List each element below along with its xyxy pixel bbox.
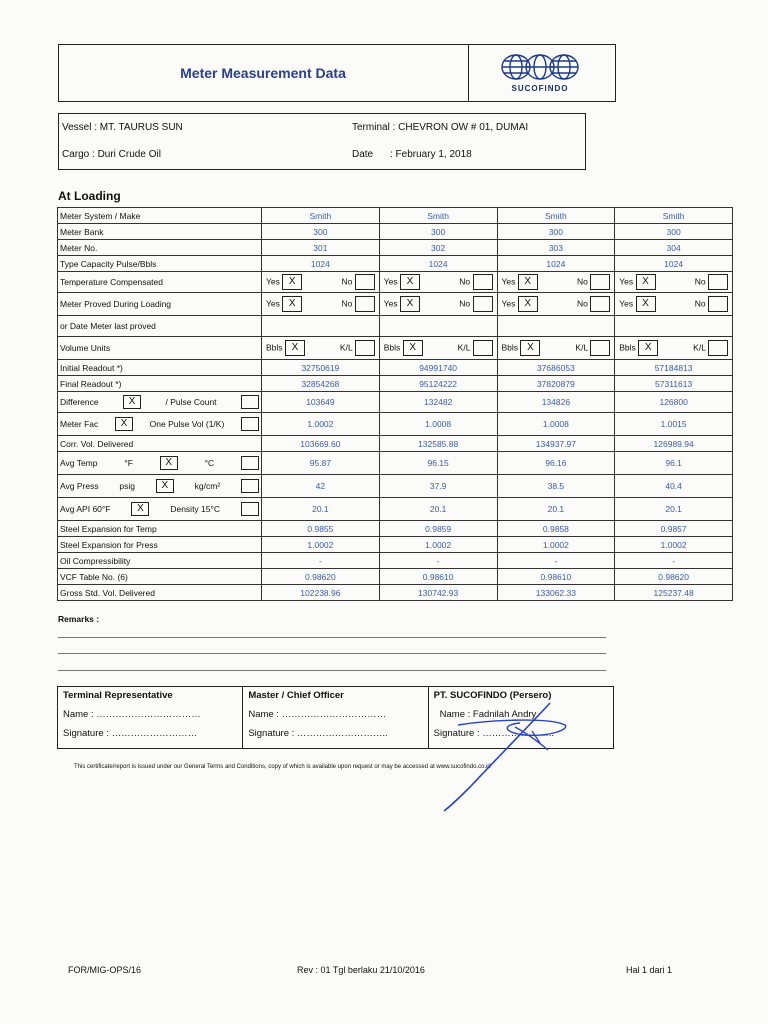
avg-press-value: 40.4	[615, 475, 733, 498]
header-divider	[468, 44, 469, 102]
footer-rev: Rev : 01 Tgl berlaku 21/10/2016	[297, 965, 425, 975]
date-last-proved-label-text: or Date Meter last proved	[60, 321, 156, 331]
avg-temp-value: 96.16	[497, 452, 615, 475]
volume-units-cell	[615, 337, 733, 360]
terminal-rep-heading: Terminal Representative	[63, 690, 173, 701]
table-row	[58, 413, 733, 436]
option-a-label: Yes	[501, 276, 516, 287]
option-a-checkbox[interactable]: X	[520, 340, 540, 356]
avg-temp-label	[58, 452, 262, 475]
table-row	[58, 392, 733, 413]
table-row	[58, 553, 733, 569]
corr-vol-value: 132585.88	[379, 436, 497, 452]
pulse-count-text: / Pulse Count	[165, 397, 217, 407]
option-b-label: No	[341, 276, 353, 287]
section-title: At Loading	[58, 189, 121, 203]
option-b-label: No	[577, 298, 588, 309]
option-b-checkbox[interactable]	[355, 296, 375, 312]
meter-no-label	[58, 240, 262, 256]
option-a-checkbox[interactable]: X	[400, 274, 420, 290]
table-row	[58, 224, 733, 240]
steel-press-label	[58, 537, 262, 553]
avg-temp-value: 96.15	[379, 452, 497, 475]
option-a-checkbox[interactable]: X	[518, 274, 538, 290]
type-capacity-label-text: Type Capacity Pulse/Bbls	[60, 258, 157, 269]
option-b-checkbox[interactable]	[473, 296, 493, 312]
avg-api-value: 20.1	[262, 498, 380, 521]
option-b-label: No	[694, 276, 706, 287]
table-row	[58, 337, 733, 360]
avg-api-value: 20.1	[379, 498, 497, 521]
option-a-checkbox[interactable]: X	[636, 274, 656, 290]
date-last-proved-value	[497, 316, 615, 337]
option-b-checkbox[interactable]	[473, 274, 493, 290]
meter-no-label-text: Meter No.	[60, 242, 98, 253]
meter-system-value: Smith	[379, 208, 497, 224]
option-a-checkbox[interactable]: X	[400, 296, 420, 312]
vcf-value: 0.98620	[615, 569, 733, 585]
vcf-label-text: VCF Table No. (6)	[60, 571, 128, 582]
type-capacity-value: 1024	[615, 256, 733, 272]
option-b-checkbox[interactable]	[473, 340, 493, 356]
steel-temp-value: 0.9857	[615, 521, 733, 537]
avg-temp-label-row	[60, 456, 259, 470]
steel-press-value: 1.0002	[497, 537, 615, 553]
meter-factor-value: 1.0015	[615, 413, 733, 436]
volume-units-label	[58, 337, 262, 360]
volume-units-label-text: Volume Units	[60, 343, 111, 353]
option-b-checkbox[interactable]	[590, 340, 610, 356]
final-readout-value: 32854268	[262, 376, 380, 392]
density-text: Density 15°C	[170, 504, 221, 514]
vcf-value: 0.98610	[497, 569, 615, 585]
meter-proved-cell	[497, 293, 615, 316]
option-b-label: No	[577, 276, 588, 287]
meter-bank-value: 300	[379, 224, 497, 240]
volume-units-cell	[262, 337, 380, 360]
gsv-label	[58, 585, 262, 601]
option-a-label: Yes	[266, 298, 280, 309]
difference-label	[58, 392, 262, 413]
sucofindo-name: Name : Fadnilah Andry	[439, 709, 537, 720]
date-last-proved-label	[58, 316, 262, 337]
meter-system-label-text: Meter System / Make	[60, 210, 141, 221]
table-row	[58, 585, 733, 601]
temp-compensated-label	[58, 272, 262, 293]
avg-press-value: 37.9	[379, 475, 497, 498]
option-b-label: K/L	[457, 342, 471, 353]
temp-compensated-options	[500, 274, 613, 290]
temp-compensated-options	[382, 274, 495, 290]
table-row	[58, 272, 733, 293]
oil-comp-value: -	[262, 553, 380, 569]
psig-text: psig	[119, 481, 136, 491]
meter-bank-label-text: Meter Bank	[60, 226, 104, 237]
initial-readout-label-text: Initial Readout *)	[60, 362, 123, 373]
volume-units-cell	[497, 337, 615, 360]
option-a-label: Yes	[619, 276, 634, 287]
final-readout-value: 57311613	[615, 376, 733, 392]
gsv-value: 130742.93	[379, 585, 497, 601]
master-cell	[243, 687, 428, 749]
avg-temp-value: 95.87	[262, 452, 380, 475]
table-row	[58, 293, 733, 316]
table-row	[58, 256, 733, 272]
final-readout-value: 95124222	[379, 376, 497, 392]
oil-comp-value: -	[497, 553, 615, 569]
table-row	[58, 521, 733, 537]
meter-system-label	[58, 208, 262, 224]
avg-press-label	[58, 475, 262, 498]
date-value: : February 1, 2018	[390, 149, 472, 160]
avg-press-value: 42	[262, 475, 380, 498]
logo-text: SUCOFINDO	[511, 84, 569, 93]
table-row	[58, 537, 733, 553]
volume-units-options	[382, 340, 495, 356]
date-last-proved-value	[379, 316, 497, 337]
steel-temp-value: 0.9855	[262, 521, 380, 537]
option-b-label: K/L	[575, 342, 588, 353]
option-b-label: K/L	[693, 342, 706, 353]
meter-fac-checkbox[interactable]: X	[115, 417, 133, 431]
deg-c-text: °C	[204, 458, 215, 468]
meter-bank-label	[58, 224, 262, 240]
option-a-checkbox[interactable]: X	[282, 274, 302, 290]
option-a-label: Yes	[383, 298, 398, 309]
difference-value: 132482	[379, 392, 497, 413]
deg-f-text: °F	[124, 458, 133, 468]
meter-no-value: 304	[615, 240, 733, 256]
meter-system-value: Smith	[615, 208, 733, 224]
meter-no-value: 301	[262, 240, 380, 256]
final-readout-label-text: Final Readout *)	[60, 378, 122, 389]
option-b-checkbox[interactable]	[590, 296, 610, 312]
meter-no-value: 302	[379, 240, 497, 256]
vcf-value: 0.98620	[262, 569, 380, 585]
kgcm-checkbox[interactable]	[241, 479, 259, 493]
one-pulse-checkbox[interactable]	[241, 417, 259, 431]
gsv-value: 133062.33	[497, 585, 615, 601]
avg-press-text: Avg Press	[60, 481, 99, 491]
difference-text: Difference	[60, 397, 99, 407]
deg-f-checkbox[interactable]: X	[160, 456, 178, 470]
temp-compensated-cell	[262, 272, 380, 293]
option-b-checkbox[interactable]	[355, 274, 375, 290]
difference-value: 126800	[615, 392, 733, 413]
volume-units-cell	[379, 337, 497, 360]
steel-press-value: 1.0002	[262, 537, 380, 553]
difference-value: 103649	[262, 392, 380, 413]
difference-value: 134826	[497, 392, 615, 413]
avg-temp-value: 96.1	[615, 452, 733, 475]
meter-proved-cell	[379, 293, 497, 316]
avg-press-label-row	[60, 479, 259, 493]
steel-temp-label-text: Steel Expansion for Temp	[60, 523, 157, 534]
meter-bank-value: 300	[497, 224, 615, 240]
option-b-label: No	[459, 276, 471, 287]
table-row	[58, 208, 733, 224]
remarks-line-1	[58, 637, 606, 638]
page-title: Meter Measurement Data	[180, 65, 346, 81]
option-a-label: Bbls	[619, 342, 636, 353]
sucofindo-signature: Signature : …………………..	[433, 728, 555, 739]
pulse-count-checkbox[interactable]	[241, 395, 259, 409]
meter-factor-value: 1.0008	[379, 413, 497, 436]
table-row	[58, 436, 733, 452]
avg-api-label	[58, 498, 262, 521]
steel-press-value: 1.0002	[379, 537, 497, 553]
terminal-rep-signature: Signature : ………………………	[63, 728, 198, 739]
table-row	[58, 475, 733, 498]
steel-press-value: 1.0002	[615, 537, 733, 553]
option-a-label: Bbls	[501, 342, 519, 353]
handwritten-signature	[430, 695, 580, 815]
meter-proved-cell	[262, 293, 380, 316]
deg-c-checkbox[interactable]	[241, 456, 259, 470]
type-capacity-value: 1024	[497, 256, 615, 272]
option-b-label: No	[459, 298, 471, 309]
difference-label-row	[60, 395, 259, 409]
option-b-checkbox[interactable]	[590, 274, 610, 290]
sucofindo-logo-icon	[494, 52, 586, 84]
corr-vol-label-text: Corr. Vol. Delivered	[60, 438, 134, 449]
meter-proved-label	[58, 293, 262, 316]
initial-readout-value: 32750619	[262, 360, 380, 376]
initial-readout-value: 94991740	[379, 360, 497, 376]
date-last-proved-value	[615, 316, 733, 337]
corr-vol-value: 126989.94	[615, 436, 733, 452]
steel-press-label-text: Steel Expansion for Press	[60, 539, 158, 550]
volume-units-options	[617, 340, 730, 356]
initial-readout-value: 37686053	[497, 360, 615, 376]
date-label: Date	[352, 149, 374, 160]
table-row	[58, 569, 733, 585]
option-a-checkbox[interactable]: X	[636, 296, 656, 312]
gsv-value: 102238.96	[262, 585, 380, 601]
meter-proved-options	[500, 296, 613, 312]
gsv-value: 125237.48	[615, 585, 733, 601]
meter-bank-value: 300	[262, 224, 380, 240]
master-name: Name : ……………………………	[248, 709, 387, 720]
vcf-value: 0.98610	[379, 569, 497, 585]
remarks-line-3	[58, 670, 606, 671]
option-a-checkbox[interactable]: X	[282, 296, 302, 312]
steel-temp-value: 0.9859	[379, 521, 497, 537]
option-a-checkbox[interactable]: X	[518, 296, 538, 312]
option-a-label: Bbls	[266, 342, 283, 353]
option-b-checkbox[interactable]	[355, 340, 375, 356]
temp-compensated-cell	[615, 272, 733, 293]
temp-compensated-cell	[379, 272, 497, 293]
avg-temp-text: Avg Temp	[60, 458, 98, 468]
final-readout-label	[58, 376, 262, 392]
terminal-field: Terminal : CHEVRON OW # 01, DUMAI	[352, 122, 529, 133]
remarks-line-2	[58, 653, 606, 654]
one-pulse-text: One Pulse Vol (1/K)	[149, 419, 225, 429]
avg-press-value: 38.5	[497, 475, 615, 498]
meter-factor-label	[58, 413, 262, 436]
vcf-label	[58, 569, 262, 585]
meter-system-value: Smith	[497, 208, 615, 224]
meter-proved-label-text: Meter Proved During Loading	[60, 299, 172, 309]
cargo-field: Cargo : Duri Crude Oil	[62, 149, 161, 160]
density-checkbox[interactable]	[241, 502, 259, 516]
steel-temp-label	[58, 521, 262, 537]
avg-api-text: Avg API 60°F	[60, 504, 111, 514]
meter-proved-options	[264, 296, 377, 312]
avg-api-checkbox[interactable]: X	[131, 502, 149, 516]
option-a-label: Yes	[619, 298, 634, 309]
avg-api-value: 20.1	[497, 498, 615, 521]
temp-compensated-options	[617, 274, 730, 290]
master-heading: Master / Chief Officer	[248, 690, 344, 701]
initial-readout-value: 57184813	[615, 360, 733, 376]
avg-api-value: 20.1	[615, 498, 733, 521]
temp-compensated-cell	[497, 272, 615, 293]
vessel-field: Vessel : MT. TAURUS SUN	[62, 122, 183, 133]
avg-api-label-row	[60, 502, 259, 516]
option-b-label: No	[694, 298, 706, 309]
remarks-label: Remarks :	[58, 614, 100, 624]
type-capacity-value: 1024	[262, 256, 380, 272]
table-row	[58, 498, 733, 521]
meter-proved-cell	[615, 293, 733, 316]
temp-compensated-options	[264, 274, 377, 290]
meter-fac-text: Meter Fac	[60, 419, 99, 429]
option-a-label: Bbls	[383, 342, 401, 353]
type-capacity-value: 1024	[379, 256, 497, 272]
oil-comp-label-text: Oil Compressibility	[60, 555, 131, 566]
footer-form: FOR/MIG-OPS/16	[68, 965, 142, 975]
meter-no-value: 303	[497, 240, 615, 256]
meter-bank-value: 300	[615, 224, 733, 240]
option-b-checkbox[interactable]	[708, 274, 728, 290]
table-row	[58, 376, 733, 392]
table-row	[58, 240, 733, 256]
meter-factor-value: 1.0008	[497, 413, 615, 436]
option-b-label: No	[341, 298, 353, 309]
option-b-checkbox[interactable]	[708, 340, 728, 356]
oil-comp-value: -	[615, 553, 733, 569]
meter-table	[57, 207, 733, 601]
oil-comp-value: -	[379, 553, 497, 569]
option-a-checkbox[interactable]: X	[285, 340, 305, 356]
gsv-label-text: Gross Std. Vol. Delivered	[60, 587, 155, 598]
corr-vol-value: 103669.60	[262, 436, 380, 452]
meter-proved-options	[617, 296, 730, 312]
table-row	[58, 316, 733, 337]
psig-checkbox[interactable]: X	[156, 479, 174, 493]
difference-checkbox[interactable]: X	[123, 395, 141, 409]
date-last-proved-value	[262, 316, 380, 337]
initial-readout-label	[58, 360, 262, 376]
corr-vol-value: 134937.97	[497, 436, 615, 452]
option-a-checkbox[interactable]: X	[638, 340, 658, 356]
meter-proved-options	[382, 296, 495, 312]
steel-temp-value: 0.9858	[497, 521, 615, 537]
table-row	[58, 452, 733, 475]
kgcm-text: kg/cm²	[194, 481, 221, 491]
type-capacity-label	[58, 256, 262, 272]
corr-vol-label	[58, 436, 262, 452]
sucofindo-heading: PT. SUCOFINDO (Persero)	[433, 690, 552, 701]
master-signature: Signature : ………………………..	[248, 728, 388, 739]
oil-comp-label	[58, 553, 262, 569]
meter-factor-label-row	[60, 417, 259, 431]
terminal-rep-cell	[58, 687, 243, 749]
terminal-rep-name: Name : ……………………………	[63, 709, 201, 720]
final-readout-value: 37820879	[497, 376, 615, 392]
disclaimer: This certificate/report is issued under our General Terms and Conditions, copy of which is available upon request or may be accessed at www.sucofindo.co.id	[74, 764, 491, 770]
temp-compensated-label-text: Temperature Compensated	[60, 277, 164, 287]
footer-page: Hal 1 dari 1	[626, 965, 673, 975]
option-a-label: Yes	[383, 276, 398, 287]
option-b-label: K/L	[339, 342, 353, 353]
option-b-checkbox[interactable]	[708, 296, 728, 312]
volume-units-options	[264, 340, 377, 356]
meter-factor-value: 1.0002	[262, 413, 380, 436]
meter-system-value: Smith	[262, 208, 380, 224]
option-a-checkbox[interactable]: X	[403, 340, 423, 356]
option-a-label: Yes	[501, 298, 516, 309]
volume-units-options	[500, 340, 613, 356]
option-a-label: Yes	[266, 276, 280, 287]
table-row	[58, 360, 733, 376]
